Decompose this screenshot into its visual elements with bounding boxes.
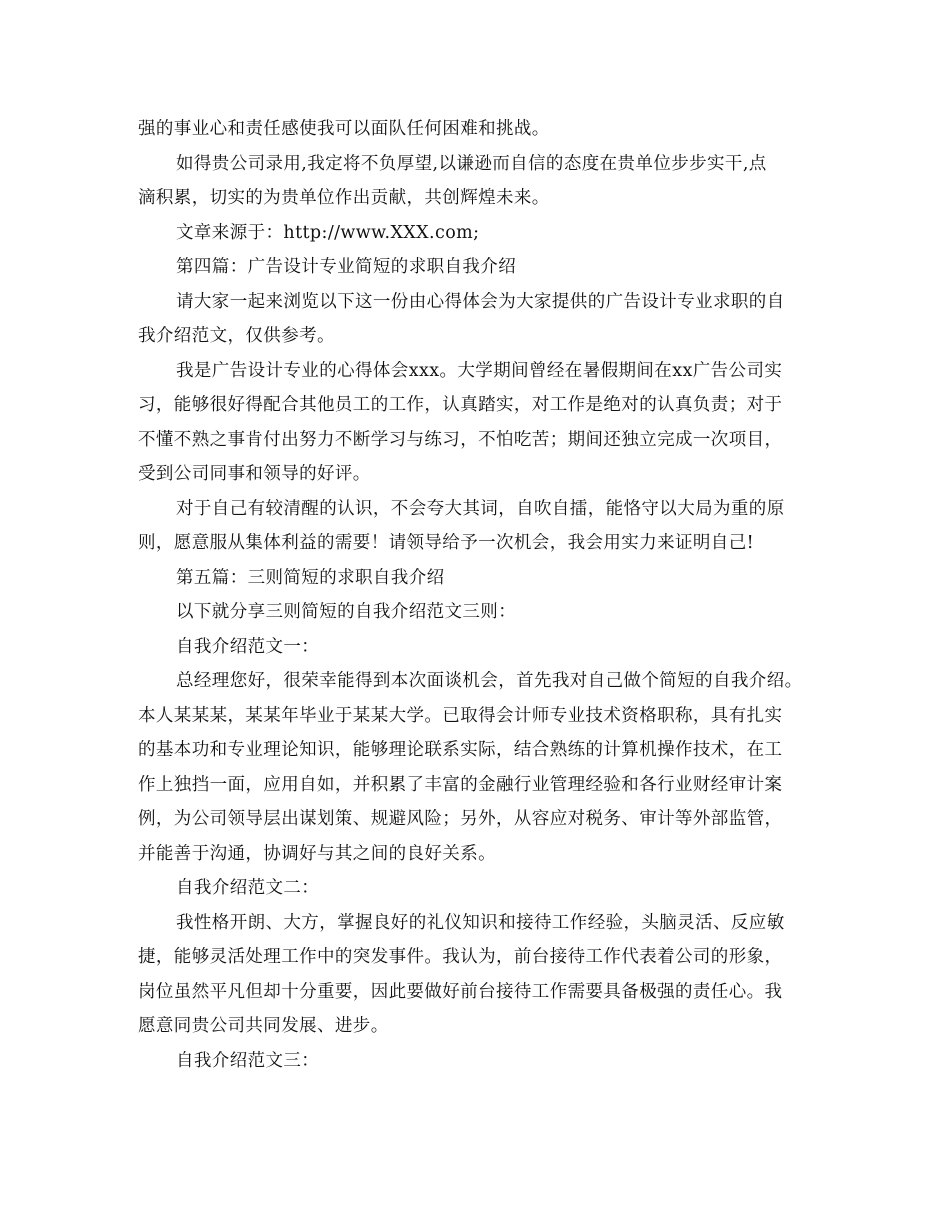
text-line: 作上独挡一面，应用自如，并积累了丰富的金融行业管理经验和各行业财经审计案 [138, 774, 783, 795]
text-line: 不懂不熟之事肯付出努力不断学习与练习，不怕吃苦；期间还独立完成一次项目， [138, 429, 783, 450]
document-body [138, 112, 828, 1078]
text-line: 强的事业心和责任感使我可以面队任何困难和挑战。 [138, 119, 550, 139]
text-line: 滴积累，切实的为贵单位作出贡献，共创辉煌未来。 [138, 188, 550, 208]
text-line: 本人某某某，某某年毕业于某某大学。已取得会计师专业技术资格职称，具有扎实 [138, 705, 783, 726]
text-line: 对于自己有较清醒的认识，不会夸大其词，自吹自擂，能恪守以大局为重的原 [176, 498, 785, 519]
text-line: 并能善于沟通，协调好与其之间的良好关系。 [138, 843, 496, 864]
text-line: 我介绍范文，仅供参考。 [138, 326, 335, 346]
text-line: 捷，能够灵活处理工作中的突发事件。我认为，前台接待工作代表着公司的形象， [138, 947, 783, 967]
text-line: 自我介绍范文一： [176, 636, 320, 657]
text-line: 的基本功和专业理论知识，能够理论联系实际，结合熟练的计算机操作技术，在工 [138, 740, 783, 760]
text-line: 受到公司同事和领导的好评。 [138, 464, 371, 484]
text-line: 文章来源于：http://www.XXX.com; [176, 222, 480, 243]
text-line: 则，愿意服从集体利益的需要！请领导给予一次机会，我会用实力来证明自己! [138, 533, 755, 553]
text-line: 自我介绍范文三： [176, 1050, 320, 1071]
text-line: 岗位虽然平凡但却十分重要，因此要做好前台接待工作需要具备极强的责任心。我 [138, 981, 783, 1002]
text-line: 第五篇：三则简短的求职自我介绍 [176, 567, 445, 588]
text-line: 例，为公司领导层出谋划策、规避风险；另外，从容应对税务、审计等外部监管， [138, 809, 783, 829]
text-line: 习，能够很好得配合其他员工的工作，认真踏实，对工作是绝对的认真负责；对于 [138, 395, 783, 415]
text-line: 我性格开朗、大方，掌握良好的礼仪知识和接待工作经验，头脑灵活、反应敏 [176, 912, 785, 933]
text-line: 自我介绍范文二： [176, 878, 320, 898]
text-line: 我是广告设计专业的心得体会xxx。大学期间曾经在暑假期间在xx广告公司实 [176, 360, 783, 381]
text-line: 第四篇：广告设计专业简短的求职自我介绍 [176, 257, 517, 277]
text-line: 如得贵公司录用,我定将不负厚望,以谦逊而自信的态度在贵单位步步实干,点 [176, 153, 767, 174]
text-line: 愿意同贵公司共同发展、进步。 [138, 1016, 389, 1036]
text-line: 以下就分享三则简短的自我介绍范文三则： [176, 602, 517, 622]
text-line: 总经理您好，很荣幸能得到本次面谈机会，首先我对自己做个简短的自我介绍。 [176, 671, 803, 691]
text-line: 请大家一起来浏览以下这一份由心得体会为大家提供的广告设计专业求职的自 [176, 291, 785, 312]
